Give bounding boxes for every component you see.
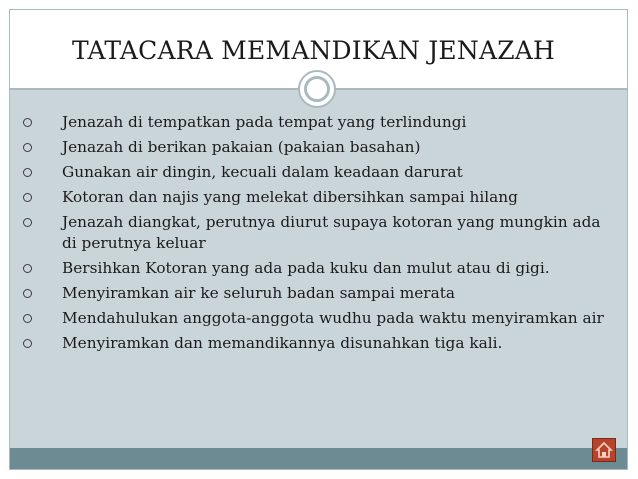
list-item (0, 162, 638, 183)
bullet-text: Bersihkan Kotoran yang ada pada kuku dan mulut atau di gigi. (62, 259, 550, 277)
list-item (0, 212, 638, 254)
circle-ornament-icon (298, 70, 336, 108)
bullet-text: Menyiramkan dan memandikannya disunahkan tiga kali. (62, 334, 503, 352)
bullet-text: Gunakan air dingin, kecuali dalam keadaan darurat (62, 163, 463, 181)
hollow-circle-icon (23, 218, 32, 227)
hollow-circle-icon (23, 143, 32, 152)
bullet-list (0, 112, 638, 358)
list-item (0, 308, 638, 329)
list-item (0, 137, 638, 158)
list-item (0, 112, 638, 133)
bottom-bar (10, 448, 627, 469)
bullet-text: Jenazah di tempatkan pada tempat yang terlindungi (62, 113, 467, 131)
hollow-circle-icon (23, 118, 32, 127)
list-item (0, 333, 638, 354)
hollow-circle-icon (23, 289, 32, 298)
bullet-text: Jenazah di berikan pakaian (pakaian basahan) (62, 138, 421, 156)
hollow-circle-icon (23, 264, 32, 273)
bullet-text: Menyiramkan air ke seluruh badan sampai merata (62, 284, 455, 302)
bullet-text: Kotoran dan najis yang melekat dibersihkan sampai hilang (62, 188, 518, 206)
hollow-circle-icon (23, 193, 32, 202)
list-item (0, 258, 638, 279)
slide-title: TATACARA MEMANDIKAN JENAZAH (72, 36, 556, 65)
home-icon (593, 439, 615, 461)
circle-ornament-inner (304, 76, 330, 102)
hollow-circle-icon (23, 339, 32, 348)
list-item (0, 283, 638, 304)
bullet-text: Mendahulukan anggota-anggota wudhu pada waktu menyiramkan air (62, 309, 604, 327)
bullet-text: Jenazah diangkat, perutnya diurut supaya kotoran yang mungkin ada di perutnya keluar (62, 213, 601, 252)
home-nav-button[interactable] (592, 438, 616, 462)
hollow-circle-icon (23, 168, 32, 177)
hollow-circle-icon (23, 314, 32, 323)
list-item (0, 187, 638, 208)
